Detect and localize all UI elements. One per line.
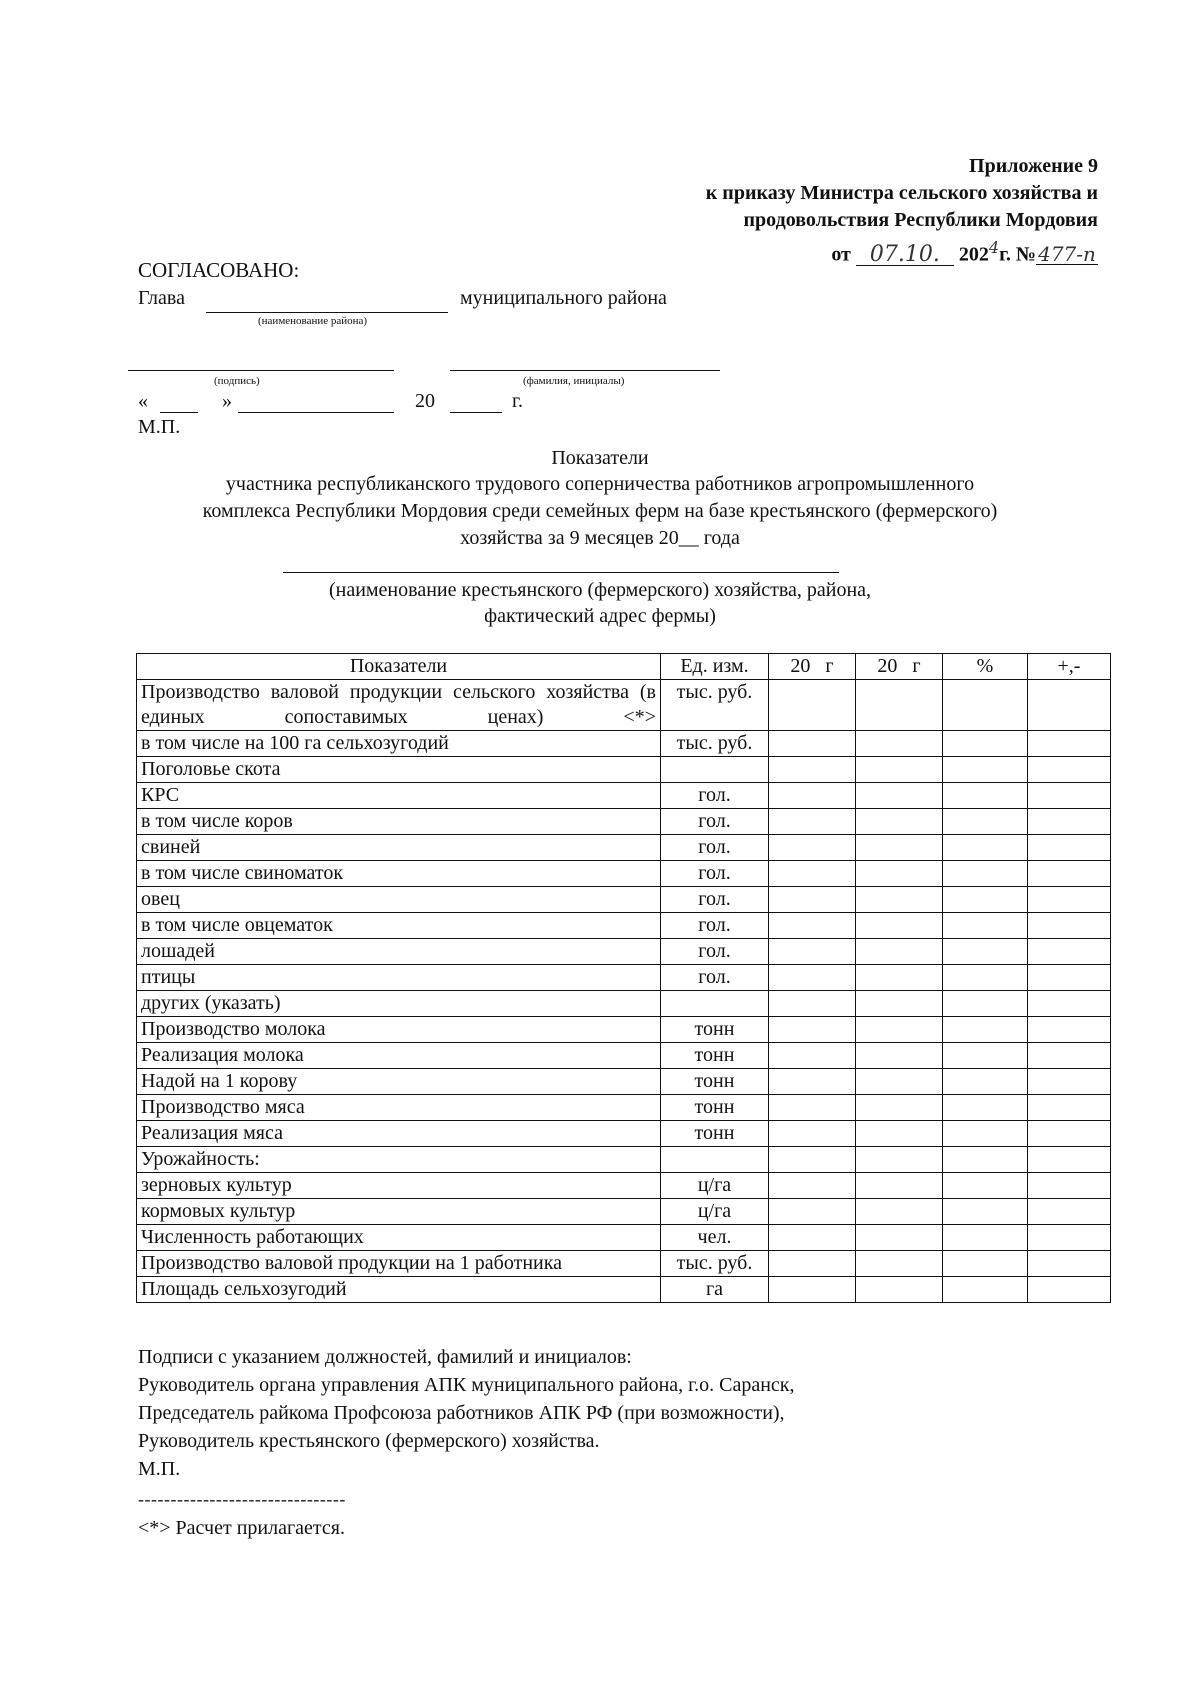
row-unit: ц/га (661, 1173, 769, 1199)
cell-year-2 (856, 1225, 943, 1251)
cell-percent (943, 809, 1028, 835)
year-prefix: 202 (958, 243, 989, 266)
document-title: Показатели (551, 447, 649, 469)
cell-percent (943, 1147, 1028, 1173)
farm-caption-2: фактический адрес фермы) (484, 605, 716, 627)
row-name: Производство мяса (137, 1095, 661, 1121)
cell-year-1 (769, 939, 856, 965)
approval-district-suffix: муниципального района (460, 287, 667, 309)
cell-diff (1028, 783, 1111, 809)
row-unit: тонн (661, 1069, 769, 1095)
cell-percent (943, 783, 1028, 809)
row-name: в том числе на 100 га сельхозугодий (137, 731, 661, 757)
approval-head-label: Глава (138, 287, 185, 309)
cell-diff (1028, 861, 1111, 887)
cell-percent (943, 680, 1028, 731)
table-row (137, 939, 1111, 965)
cell-year-2 (856, 887, 943, 913)
cell-year-1 (769, 887, 856, 913)
cell-year-2 (856, 835, 943, 861)
cell-year-2 (856, 1199, 943, 1225)
footnote: <*> Расчет прилагается. (138, 1517, 345, 1539)
footnote-separator: -------------------------------- (138, 1489, 346, 1509)
cell-diff (1028, 1225, 1111, 1251)
cell-diff (1028, 1095, 1111, 1121)
signature-line-3: Руководитель крестьянского (фермерского) хозяйства. (138, 1430, 600, 1452)
row-unit: тыс. руб. (661, 680, 769, 731)
cell-percent (943, 1017, 1028, 1043)
cell-year-2 (856, 731, 943, 757)
cell-percent (943, 1069, 1028, 1095)
table-row (137, 1043, 1111, 1069)
row-unit: тонн (661, 1043, 769, 1069)
cell-year-2 (856, 757, 943, 783)
header-unit: Ед. изм. (661, 654, 769, 680)
cell-year-2 (856, 809, 943, 835)
cell-percent (943, 835, 1028, 861)
cell-year-1 (769, 835, 856, 861)
cell-diff (1028, 991, 1111, 1017)
cell-year-1 (769, 809, 856, 835)
farm-caption-1: (наименование крестьянского (фермерского) хозяйства, района, (328, 579, 872, 601)
header-indicator: Показатели (137, 654, 661, 680)
table-row (137, 1095, 1111, 1121)
table-row (137, 965, 1111, 991)
cell-percent (943, 1251, 1028, 1277)
cell-percent (943, 757, 1028, 783)
cell-percent (943, 1121, 1028, 1147)
row-unit: гол. (661, 939, 769, 965)
table-row (137, 1069, 1111, 1095)
cell-percent (943, 991, 1028, 1017)
table-row (137, 887, 1111, 913)
year-line (450, 412, 502, 413)
table-row (137, 783, 1111, 809)
date-quote-close: » (222, 390, 232, 412)
cell-year-2 (856, 1173, 943, 1199)
cell-diff (1028, 1199, 1111, 1225)
row-unit: гол. (661, 913, 769, 939)
row-name: Производство валовой продукции сельского хозяйства (в единых сопоставимых ценах) <*> (137, 680, 661, 731)
cell-diff (1028, 835, 1111, 861)
row-unit: чел. (661, 1225, 769, 1251)
table-row (137, 1251, 1111, 1277)
table-row (137, 1225, 1111, 1251)
row-name: овец (137, 887, 661, 913)
row-name: в том числе овцематок (137, 913, 661, 939)
row-unit: гол. (661, 861, 769, 887)
cell-year-1 (769, 680, 856, 731)
appendix-order-line: к приказу Министра сельского хозяйства и (705, 182, 1098, 204)
name-line (450, 370, 720, 371)
cell-year-2 (856, 861, 943, 887)
title-line-3: комплекса Республики Мордовия среди семейных ферм на базе крестьянского (фермерского) (202, 500, 998, 522)
cell-year-1 (769, 965, 856, 991)
row-unit: тонн (661, 1095, 769, 1121)
cell-year-1 (769, 1277, 856, 1303)
cell-percent (943, 887, 1028, 913)
row-unit: гол. (661, 783, 769, 809)
row-name: Поголовье скота (137, 757, 661, 783)
table-row (137, 861, 1111, 887)
cell-year-2 (856, 1043, 943, 1069)
row-unit (661, 991, 769, 1017)
row-unit: тыс. руб. (661, 731, 769, 757)
cell-percent (943, 1225, 1028, 1251)
row-name: кормовых культур (137, 1199, 661, 1225)
cell-diff (1028, 965, 1111, 991)
table-row (137, 1147, 1111, 1173)
farm-name-line (283, 572, 839, 573)
cell-year-2 (856, 965, 943, 991)
cell-year-1 (769, 1043, 856, 1069)
row-name: Реализация мяса (137, 1121, 661, 1147)
cell-percent (943, 1199, 1028, 1225)
table-header-row (137, 654, 1111, 680)
row-name: зерновых культур (137, 1173, 661, 1199)
row-name: КРС (137, 783, 661, 809)
cell-year-2 (856, 1095, 943, 1121)
table-row (137, 835, 1111, 861)
table-row (137, 731, 1111, 757)
signature-line (128, 370, 394, 371)
cell-percent (943, 913, 1028, 939)
cell-year-1 (769, 1069, 856, 1095)
approval-heading: СОГЛАСОВАНО: (138, 258, 300, 282)
cell-year-1 (769, 1251, 856, 1277)
title-line-4: хозяйства за 9 месяцев 20__ года (460, 527, 740, 549)
row-name: птицы (137, 965, 661, 991)
cell-diff (1028, 757, 1111, 783)
cell-percent (943, 731, 1028, 757)
row-name: в том числе коров (137, 809, 661, 835)
row-name: Реализация молока (137, 1043, 661, 1069)
cell-percent (943, 1095, 1028, 1121)
cell-diff (1028, 1121, 1111, 1147)
table-row (137, 1121, 1111, 1147)
row-unit: тыс. руб. (661, 1251, 769, 1277)
cell-year-1 (769, 757, 856, 783)
row-name: Производство валовой продукции на 1 работника (137, 1251, 661, 1277)
cell-diff (1028, 1251, 1111, 1277)
cell-year-1 (769, 1225, 856, 1251)
row-unit (661, 757, 769, 783)
year-handwritten: 4 (988, 238, 1000, 257)
cell-year-1 (769, 913, 856, 939)
appendix-title: Приложение 9 (969, 155, 1098, 177)
appendix-date-line (831, 234, 1098, 269)
cell-diff (1028, 1277, 1111, 1303)
appendix-ministry-line: продовольствия Республики Мордовия (743, 209, 1098, 231)
table-row (137, 757, 1111, 783)
signature-caption: (подпись) (214, 375, 260, 387)
row-unit (661, 1147, 769, 1173)
cell-year-2 (856, 1017, 943, 1043)
cell-year-2 (856, 1277, 943, 1303)
table-row (137, 991, 1111, 1017)
row-unit: гол. (661, 965, 769, 991)
cell-percent (943, 965, 1028, 991)
cell-diff (1028, 731, 1111, 757)
year-label: 20 (415, 390, 435, 412)
table-row (137, 1173, 1111, 1199)
order-date-handwritten: 07.10. (856, 245, 954, 266)
cell-year-1 (769, 991, 856, 1017)
row-unit: гол. (661, 835, 769, 861)
cell-diff (1028, 913, 1111, 939)
cell-year-2 (856, 913, 943, 939)
month-line (238, 412, 394, 413)
indicators-table (136, 653, 1111, 1303)
header-year-1: 20 г (769, 654, 856, 680)
signature-line-1: Руководитель органа управления АПК муниципального района, г.о. Саранск, (138, 1374, 795, 1396)
row-unit: гол. (661, 887, 769, 913)
cell-percent (943, 1173, 1028, 1199)
cell-year-1 (769, 731, 856, 757)
header-year-2: 20 г (856, 654, 943, 680)
row-unit: гол. (661, 809, 769, 835)
district-name-line (206, 312, 448, 313)
date-quote-open: « (138, 390, 148, 412)
header-diff: +,- (1028, 654, 1111, 680)
cell-diff (1028, 1173, 1111, 1199)
cell-percent (943, 1277, 1028, 1303)
cell-year-2 (856, 1121, 943, 1147)
title-line-2: участника республиканского трудового соперничества работников агропромышленного (225, 473, 975, 495)
day-line (160, 412, 198, 413)
approval-stamp: М.П. (138, 416, 181, 438)
cell-year-1 (769, 783, 856, 809)
cell-year-1 (769, 1199, 856, 1225)
cell-year-1 (769, 1017, 856, 1043)
cell-year-1 (769, 1147, 856, 1173)
row-name: Надой на 1 корову (137, 1069, 661, 1095)
row-name: свиней (137, 835, 661, 861)
header-percent: % (943, 654, 1028, 680)
row-unit: тонн (661, 1017, 769, 1043)
cell-year-2 (856, 1069, 943, 1095)
cell-percent (943, 861, 1028, 887)
district-caption: (наименование района) (258, 315, 368, 327)
date-prefix: от (831, 243, 851, 266)
table-row (137, 1199, 1111, 1225)
cell-year-1 (769, 1095, 856, 1121)
cell-diff (1028, 1147, 1111, 1173)
row-unit: га (661, 1277, 769, 1303)
table-row (137, 1277, 1111, 1303)
cell-year-1 (769, 861, 856, 887)
cell-year-2 (856, 1251, 943, 1277)
cell-year-2 (856, 939, 943, 965)
cell-year-2 (856, 783, 943, 809)
year-suffix: г. (512, 390, 523, 412)
table-row (137, 680, 1111, 731)
cell-year-1 (769, 1173, 856, 1199)
signatures-stamp: М.П. (138, 1458, 181, 1480)
table-row (137, 1017, 1111, 1043)
cell-diff (1028, 1069, 1111, 1095)
row-unit: ц/га (661, 1199, 769, 1225)
cell-diff (1028, 939, 1111, 965)
order-number-label: г. № (999, 243, 1036, 266)
signatures-intro: Подписи с указанием должностей, фамилий и инициалов: (138, 1346, 632, 1368)
cell-diff (1028, 1017, 1111, 1043)
cell-percent (943, 1043, 1028, 1069)
cell-diff (1028, 680, 1111, 731)
row-name: Производство молока (137, 1017, 661, 1043)
table-row (137, 809, 1111, 835)
cell-year-2 (856, 991, 943, 1017)
row-name: лошадей (137, 939, 661, 965)
cell-diff (1028, 1043, 1111, 1069)
signature-line-2: Председатель райкома Профсоюза работников АПК РФ (при возможности), (138, 1402, 785, 1424)
cell-percent (943, 939, 1028, 965)
row-name: Площадь сельхозугодий (137, 1277, 661, 1303)
table-row (137, 913, 1111, 939)
row-name: Численность работающих (137, 1225, 661, 1251)
cell-year-1 (769, 1121, 856, 1147)
cell-year-2 (856, 1147, 943, 1173)
row-name: в том числе свиноматок (137, 861, 661, 887)
row-name: других (указать) (137, 991, 661, 1017)
row-name: Урожайность: (137, 1147, 661, 1173)
cell-diff (1028, 887, 1111, 913)
order-number-handwritten: 477-п (1036, 244, 1098, 265)
cell-diff (1028, 809, 1111, 835)
row-unit: тонн (661, 1121, 769, 1147)
name-caption: (фамилия, инициалы) (523, 375, 625, 387)
cell-year-2 (856, 680, 943, 731)
